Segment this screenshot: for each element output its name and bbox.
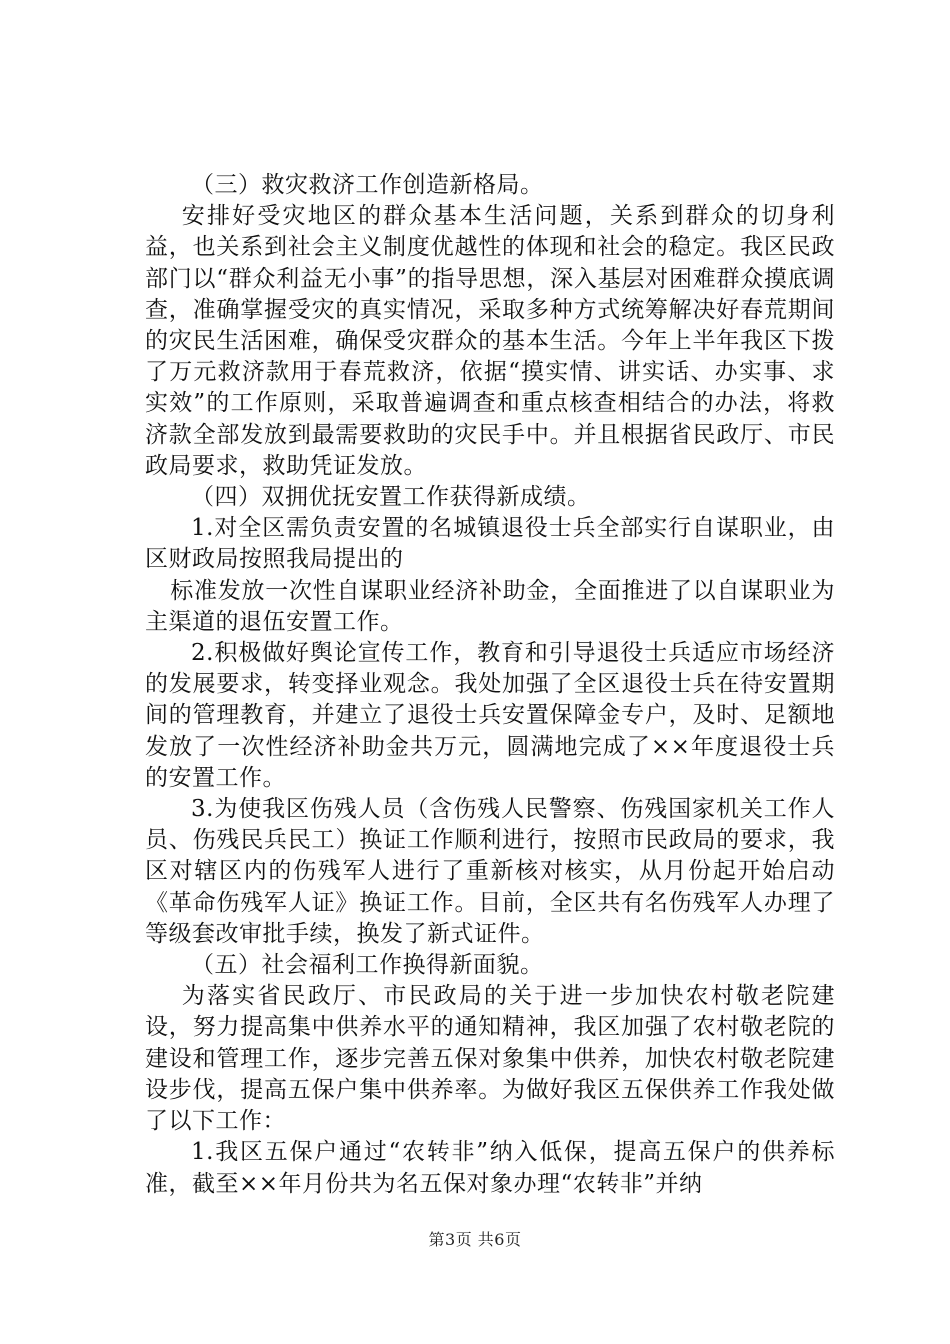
paragraph-disaster-relief: 安排好受灾地区的群众基本生活问题，关系到群众的切身利益，也关系到社会主义制度优越性的体现和社会的稳定。我区民政部门以“群众利益无小事”的指导思想，深入基层对困难群众摸底调查，准确掌握受灾的真实情况，采取多种方式统筹解决好春荒期间的灾民生活困难，确保受灾群众的基本生活。今年上半年我区下拨了万元救济款用于春荒救济，依据“摸实情、讲实话、办实事、求实效”的工作原则，采取普遍调查和重点核查相结合的办法，将救济款全部发放到最需要救助的灾民手中。并且根据省民政厅、市民政局要求，救助凭证发放。 xyxy=(145,203,835,479)
section-heading-social-welfare: （五）社会福利工作换得新面貌。 xyxy=(191,952,544,979)
paragraph-social-welfare: 为落实省民政厅、市民政局的关于进一步加快农村敬老院建设，努力提高集中供养水平的通知精神，我区加强了农村敬老院的建设和管理工作，逐步完善五保对象集中供养，加快农村敬老院建设步伐，提高五保户集中供养率。为做好我区五保供养工作我处做了以下工作： xyxy=(145,983,835,1135)
page-footer: 第3页 共6页 xyxy=(428,1230,522,1249)
paragraph-welfare-item-1: 1.我区五保户通过“农转非”纳入低保，提高五保户的供养标准，截至××年月份共为名五保对象办理“农转非”并纳 xyxy=(145,1139,835,1197)
section-heading-disaster-relief: （三）救灾救济工作创造新格局。 xyxy=(191,172,544,198)
section-heading-support-resettlement: （四）双拥优抚安置工作获得新成绩。 xyxy=(191,484,591,511)
paragraph-resettlement-item-1-cont: 标准发放一次性自谋职业经济补助金，全面推进了以自谋职业为主渠道的退伍安置工作。 xyxy=(145,577,835,635)
paragraph-resettlement-item-1: 1.对全区需负责安置的名城镇退役士兵全部实行自谋职业，由区财政局按照我局提出的 xyxy=(145,515,835,573)
paragraph-resettlement-item-3: 3.为使我区伤残人员（含伤残人民警察、伤残国家机关工作人员、伤残民兵民工）换证工作顺利进行，按照市民政局的要求，我区对辖区内的伤残军人进行了重新核对核实，从月份起开始启动《革命伤残军人证》换证工作。目前，全区共有名伤残军人办理了等级套改审批手续，换发了新式证件。 xyxy=(145,796,835,947)
paragraph-resettlement-item-2: 2.积极做好舆论宣传工作，教育和引导退役士兵适应市场经济的发展要求，转变择业观念。我处加强了全区退役士兵在待安置期间的管理教育，并建立了退役士兵安置保障金专户，及时、足额地发放了一次性经济补助金共万元，圆满地完成了××年度退役士兵的安置工作。 xyxy=(145,640,835,791)
document-body xyxy=(145,170,835,1200)
